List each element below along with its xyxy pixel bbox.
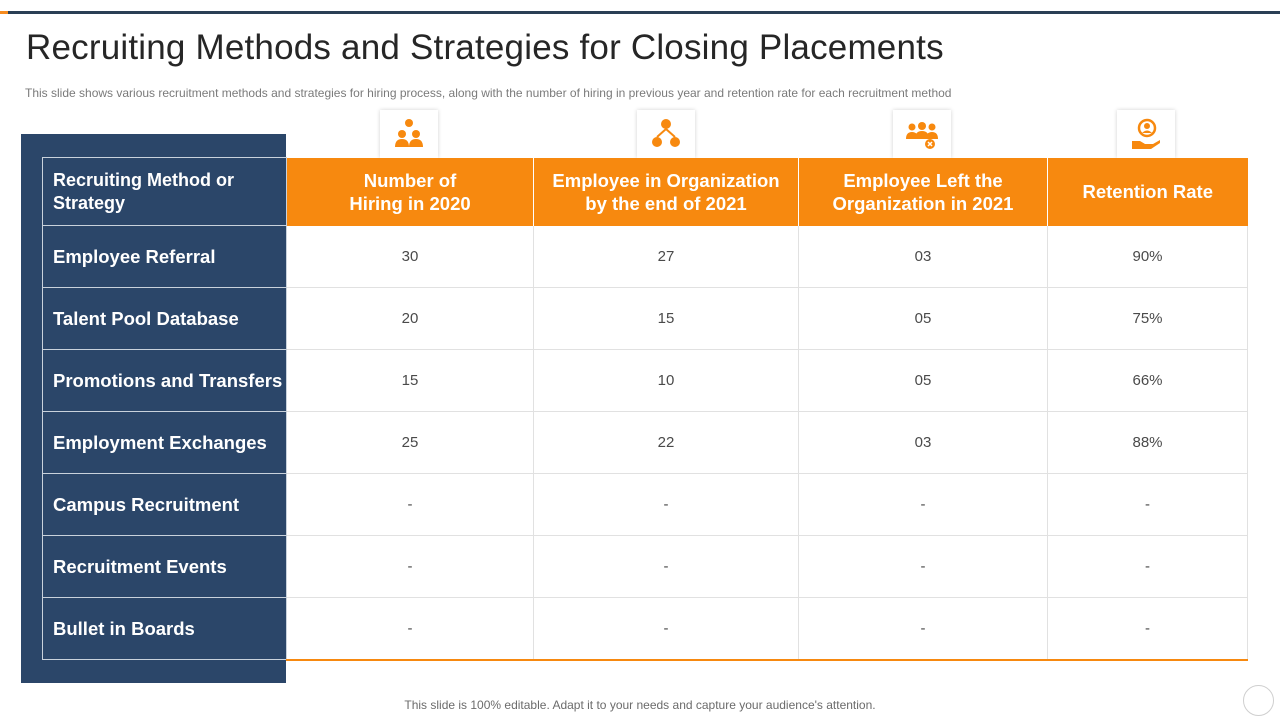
employees-2021-cell: - <box>534 536 799 598</box>
footer-text: This slide is 100% editable. Adapt it to your needs and capture your audience's attention. <box>404 698 876 712</box>
left-2021-cell: 03 <box>799 412 1048 474</box>
retention-cell: 75% <box>1048 288 1248 350</box>
page-subtitle: This slide shows various recruitment methods and strategies for hiring process, along with the number of hiring in previous year and retention rate for each recruitment method <box>25 86 952 100</box>
retention-cell: - <box>1048 598 1248 660</box>
retention-cell: 88% <box>1048 412 1248 474</box>
hiring-2020-cell: 25 <box>287 412 534 474</box>
slide-nav-circle[interactable] <box>1243 685 1274 716</box>
method-label: Employment Exchanges <box>43 412 287 474</box>
header-method: Recruiting Method or Strategy <box>43 158 287 226</box>
employees-2021-cell: - <box>534 598 799 660</box>
table-row <box>43 412 1248 474</box>
org-network-icon <box>637 110 695 158</box>
table-row <box>43 226 1248 288</box>
employees-2021-cell: - <box>534 474 799 536</box>
retention-cell: - <box>1048 536 1248 598</box>
employees-2021-cell: 22 <box>534 412 799 474</box>
method-label: Promotions and Transfers <box>43 350 287 412</box>
hiring-2020-cell: 15 <box>287 350 534 412</box>
table-row <box>43 474 1248 536</box>
method-label: Recruitment Events <box>43 536 287 598</box>
retention-cell: 66% <box>1048 350 1248 412</box>
method-label: Campus Recruitment <box>43 474 287 536</box>
top-rule-accent <box>0 11 8 14</box>
page-title: Recruiting Methods and Strategies for Closing Placements <box>26 28 944 67</box>
left-2021-cell: 05 <box>799 350 1048 412</box>
left-2021-cell: 05 <box>799 288 1048 350</box>
left-2021-cell: - <box>799 598 1048 660</box>
employees-2021-cell: 27 <box>534 226 799 288</box>
method-label: Employee Referral <box>43 226 287 288</box>
team-left-icon <box>893 110 951 158</box>
header-retention-rate: Retention Rate <box>1048 158 1248 226</box>
employees-2021-cell: 10 <box>534 350 799 412</box>
retention-cell: 90% <box>1048 226 1248 288</box>
hiring-2020-cell: 30 <box>287 226 534 288</box>
method-label: Bullet in Boards <box>43 598 287 660</box>
table-row <box>43 288 1248 350</box>
hiring-2020-cell: - <box>287 598 534 660</box>
table-row <box>43 350 1248 412</box>
header-left-2021: Employee Left the Organization in 2021 <box>799 158 1048 226</box>
header-employees-2021: Employee in Organization by the end of 2021 <box>534 158 799 226</box>
left-2021-cell: 03 <box>799 226 1048 288</box>
recruiting-methods-table <box>42 157 1248 661</box>
hiring-2020-cell: - <box>287 474 534 536</box>
header-hiring-2020: Number of Hiring in 2020 <box>287 158 534 226</box>
table-row <box>43 598 1248 660</box>
left-2021-cell: - <box>799 536 1048 598</box>
retention-cell: - <box>1048 474 1248 536</box>
table-header-row <box>43 158 1248 226</box>
hiring-people-icon <box>380 110 438 158</box>
table-row <box>43 536 1248 598</box>
hiring-2020-cell: - <box>287 536 534 598</box>
footer-note <box>0 698 1280 712</box>
hiring-2020-cell: 20 <box>287 288 534 350</box>
top-rule <box>0 11 1280 14</box>
left-2021-cell: - <box>799 474 1048 536</box>
retention-hand-icon <box>1117 110 1175 158</box>
method-label: Talent Pool Database <box>43 288 287 350</box>
employees-2021-cell: 15 <box>534 288 799 350</box>
